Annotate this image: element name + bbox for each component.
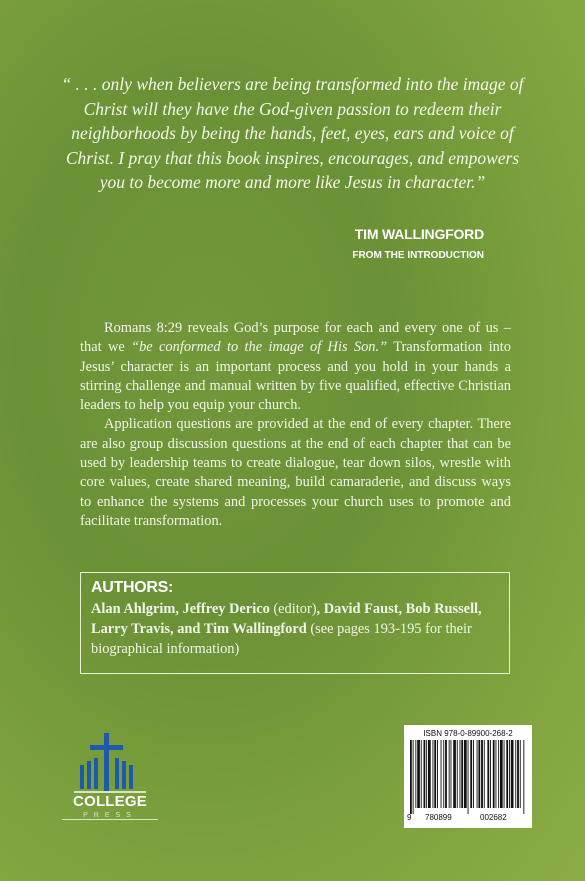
barcode-bar xyxy=(443,740,444,808)
quote-source: FROM THE INTRODUCTION xyxy=(352,250,484,261)
barcode-bar xyxy=(520,740,521,808)
p1-end: Transformation into Jesus’ character is an important process and you hold in your hands a stirring challenge and manual written by five qualified, effective Christian leaders to help you equip your church. xyxy=(80,339,511,414)
barcode-bar xyxy=(464,740,467,808)
quote-author: TIM WALLINGFORD xyxy=(354,226,484,242)
barcode-bar xyxy=(484,740,485,808)
barcode-bar xyxy=(417,740,420,808)
barcode-bar xyxy=(441,740,442,808)
barcode-bar xyxy=(433,740,434,808)
barcode-bar xyxy=(477,740,478,808)
barcode-bar xyxy=(410,740,412,814)
barcode-bar xyxy=(453,740,456,808)
author-names-1: Alan Ahlgrim, Jeffrey Derico xyxy=(91,601,270,617)
barcode xyxy=(404,725,532,828)
barcode-bar xyxy=(426,740,427,808)
barcode-bar xyxy=(457,740,458,808)
publisher-name: COLLEGE xyxy=(73,793,147,810)
barcode-bar xyxy=(487,740,489,808)
barcode-bar xyxy=(468,740,469,814)
barcode-bar xyxy=(500,740,503,808)
barcode-bar xyxy=(515,740,516,808)
barcode-bar xyxy=(428,740,431,808)
pull-quote: “ . . . only when believers are being transformed into the image of Christ will they have the God-given passion to redeem their neighborhoods by being the hands, feet, eyes, ears and voice of Christ. I pray that this book inspires, encourages, and empowers you to become more and more like Jesus in character.” xyxy=(61,74,524,192)
barcode-bar xyxy=(460,740,461,808)
barcode-bar xyxy=(437,740,438,808)
barcode-bar xyxy=(511,740,514,808)
barcode-bar xyxy=(473,740,474,808)
barcode-bar xyxy=(490,740,491,808)
barcode-bar xyxy=(434,740,436,808)
barcode-bar xyxy=(449,740,450,808)
barcode-digit-left: 9 xyxy=(407,813,412,822)
isbn-label: ISBN 978-0-89900-268-2 xyxy=(423,729,513,738)
barcode-bar xyxy=(413,740,414,814)
barcode-bar xyxy=(451,740,452,808)
barcode-group-2: 002682 xyxy=(480,813,507,822)
barcode-bar xyxy=(445,740,447,808)
authors-list xyxy=(91,599,499,659)
barcode-bar xyxy=(496,740,497,808)
barcode-bar xyxy=(481,740,483,808)
barcode-bar xyxy=(461,740,463,808)
barcode-bar xyxy=(415,740,416,808)
barcode-bar xyxy=(470,740,472,808)
barcode-bars xyxy=(410,740,526,814)
description xyxy=(80,319,511,531)
barcode-bar xyxy=(509,740,510,808)
books-icon xyxy=(62,758,158,820)
barcode-bar xyxy=(478,740,480,808)
bio-note: (see pages 193-195 for their biographical information) xyxy=(91,621,472,657)
p1-scripture: “be conformed to the image of His Son.” xyxy=(131,339,388,356)
p1-start: Romans 8:29 reveals God’s purpose for each and every one of us – that we xyxy=(80,320,511,356)
description-paragraph-1 xyxy=(80,319,511,415)
barcode-bar xyxy=(504,740,505,808)
barcode-bar xyxy=(498,740,499,808)
barcode-bar xyxy=(424,740,426,808)
barcode-bar xyxy=(517,740,519,808)
barcode-group-1: 780899 xyxy=(425,813,452,822)
authors-heading: AUTHORS: xyxy=(91,579,174,596)
barcode-bar xyxy=(493,740,495,808)
editor-note: (editor) xyxy=(269,601,317,617)
barcode-bar xyxy=(523,740,524,814)
barcode-bar xyxy=(506,740,508,808)
author-names-2: , David Faust, Bob Russell, Larry Travis, and Tim Wallingford xyxy=(91,601,482,637)
authors-box xyxy=(80,572,510,674)
description-paragraph-2: Application questions are provided at the end of every chapter. There are also group discussion questions at the end of each chapter that can be used by leadership teams to create dialogue, tear down silos, wrestle with core values, create shared meaning, build camaraderie, and discuss ways to enhance the systems and processes your church uses to promote and facilitate transformation. xyxy=(80,416,511,529)
publisher-sub: PRESS xyxy=(83,812,137,819)
barcode-bar xyxy=(421,740,422,808)
